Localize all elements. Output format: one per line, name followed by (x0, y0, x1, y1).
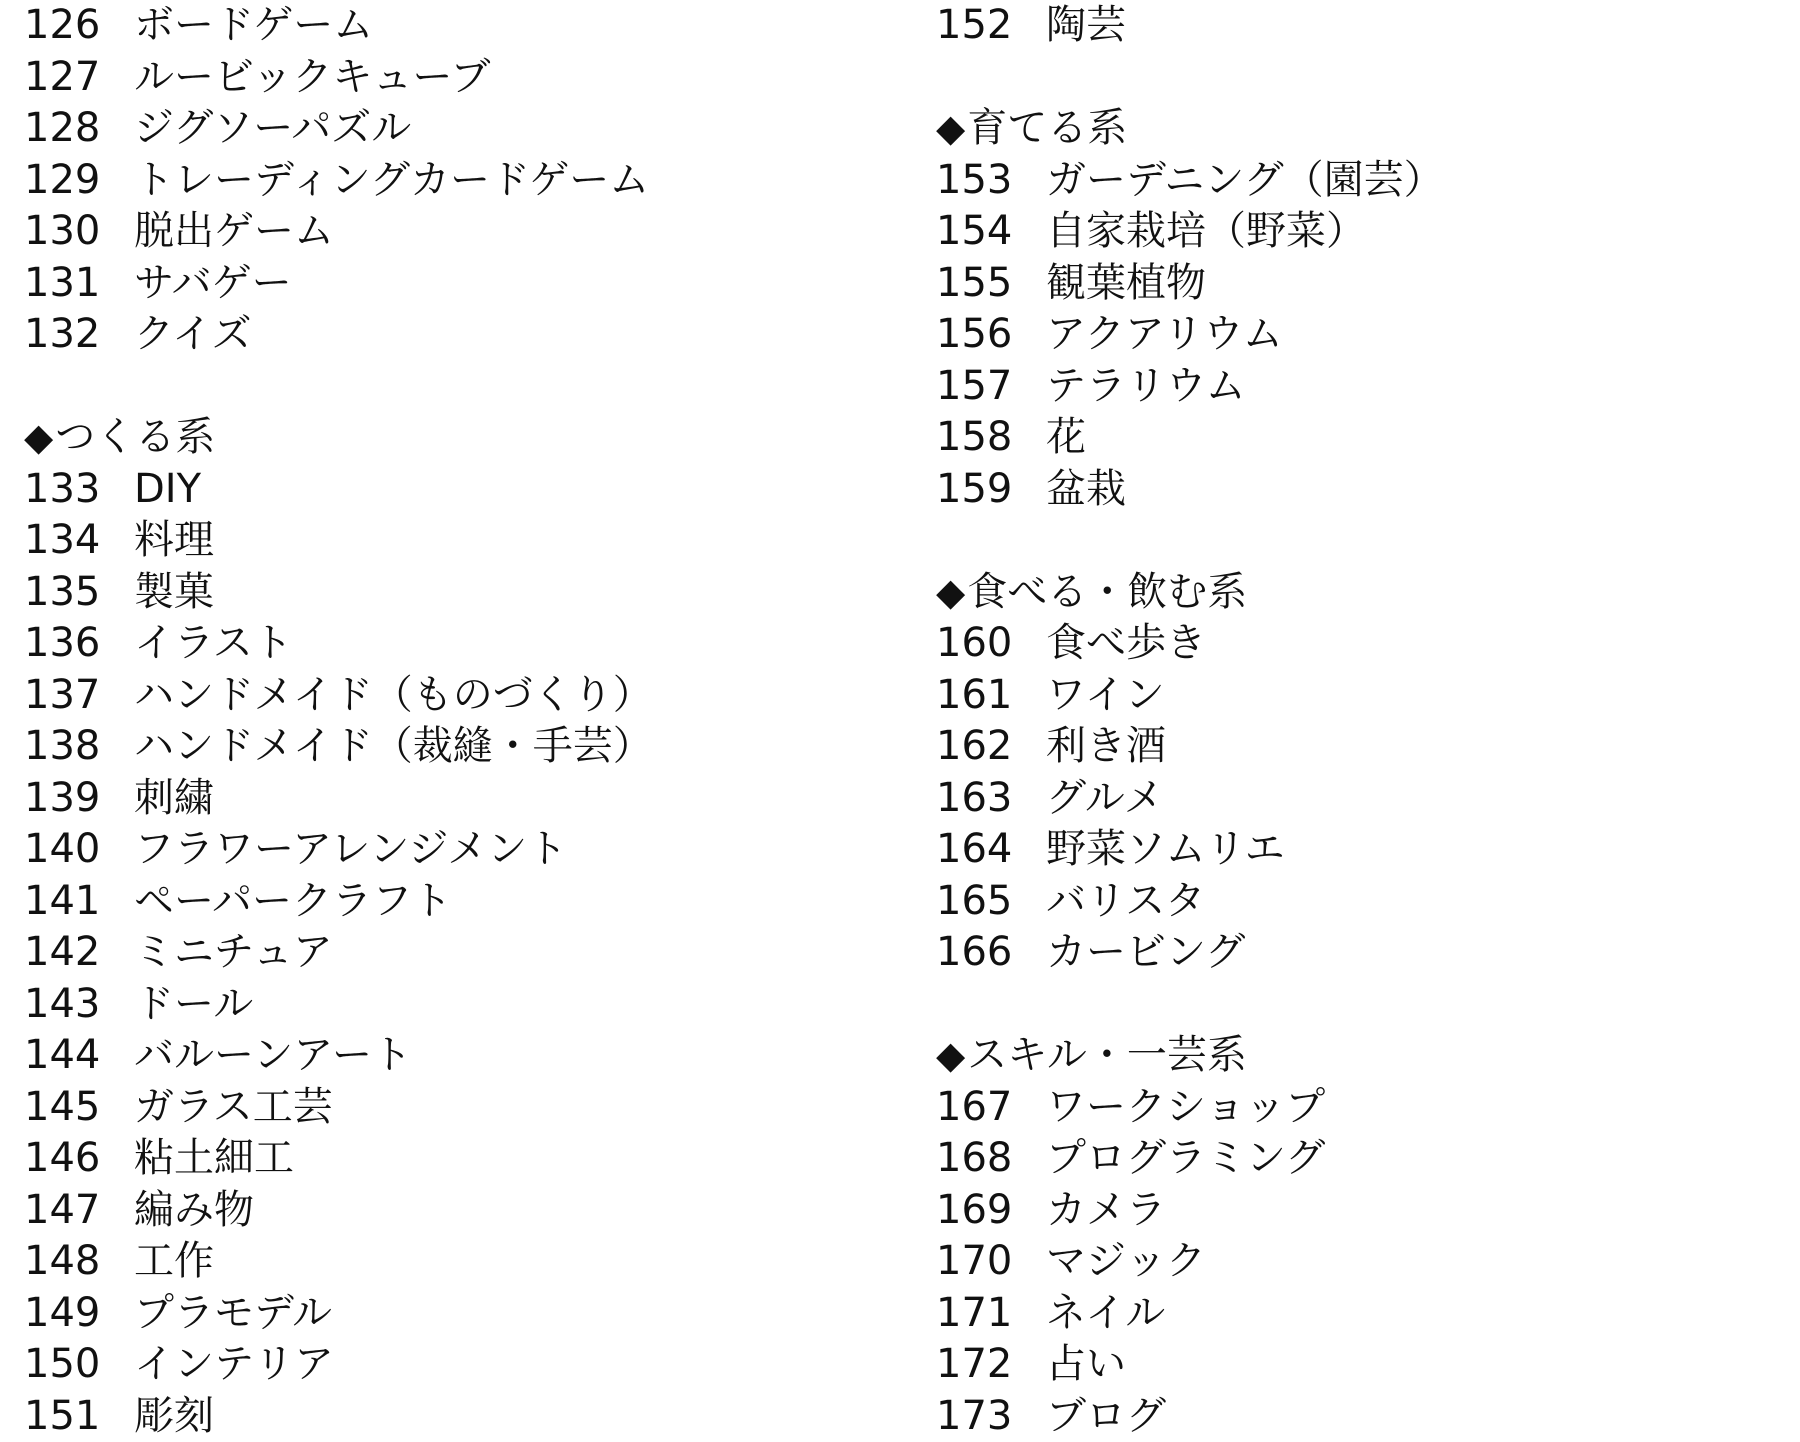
item-label: 利き酒 (1046, 721, 1166, 773)
list-item (24, 1133, 904, 1185)
item-label: 編み物 (134, 1185, 254, 1237)
item-label: ペーパークラフト (134, 876, 452, 928)
list-item (936, 206, 1776, 258)
item-label: グルメ (1046, 773, 1164, 825)
list-item (936, 824, 1776, 876)
list-item (936, 773, 1776, 825)
item-number: 132 (24, 309, 134, 361)
item-number: 128 (24, 103, 134, 155)
list-item (936, 1391, 1776, 1442)
item-label: ガーデニング（園芸） (1046, 155, 1444, 207)
list-item (24, 464, 904, 516)
list-item (936, 876, 1776, 928)
list-item (24, 515, 904, 567)
list-item (936, 670, 1776, 722)
item-label: イラスト (134, 618, 293, 670)
list-item (24, 206, 904, 258)
list-item (24, 1288, 904, 1340)
item-label: ネイル (1046, 1288, 1165, 1340)
list-item (936, 155, 1776, 207)
item-number: 161 (936, 670, 1046, 722)
item-number: 163 (936, 773, 1046, 825)
list-item (936, 361, 1776, 413)
list-item (24, 824, 904, 876)
item-number: 150 (24, 1339, 134, 1391)
item-label: クイズ (134, 309, 252, 361)
list-item (936, 309, 1776, 361)
list-item (936, 1236, 1776, 1288)
item-label: ハンドメイド（ものづくり） (134, 670, 653, 722)
item-number: 157 (936, 361, 1046, 413)
item-number: 159 (936, 464, 1046, 516)
spacer (936, 52, 1776, 104)
spacer (936, 515, 1776, 567)
section-heading-label: スキル・一芸系 (967, 1030, 1247, 1082)
list-item (24, 927, 904, 979)
item-number: 173 (936, 1391, 1046, 1442)
item-number: 164 (936, 824, 1046, 876)
item-label: 観葉植物 (1046, 258, 1206, 310)
item-number: 138 (24, 721, 134, 773)
left-column (24, 0, 904, 1442)
item-number: 126 (24, 0, 134, 52)
diamond-bullet-icon: ◆ (936, 567, 965, 619)
list-item (24, 1236, 904, 1288)
list-item (24, 1082, 904, 1134)
item-label: フラワーアレンジメント (134, 824, 567, 876)
item-number: 136 (24, 618, 134, 670)
section-heading-label: 食べる・飲む系 (967, 567, 1247, 619)
item-label: カービング (1046, 927, 1245, 979)
item-label: ワークショップ (1046, 1082, 1325, 1134)
item-number: 153 (936, 155, 1046, 207)
item-label: 粘土細工 (134, 1133, 294, 1185)
list-item (24, 567, 904, 619)
item-label: 料理 (134, 515, 214, 567)
list-item (24, 670, 904, 722)
list-item (936, 0, 1776, 52)
item-number: 155 (936, 258, 1046, 310)
list-item (936, 464, 1776, 516)
section-heading (936, 1030, 1776, 1082)
list-item (24, 1339, 904, 1391)
item-label: 盆栽 (1046, 464, 1126, 516)
item-number: 129 (24, 155, 134, 207)
item-number: 158 (936, 412, 1046, 464)
list-item (936, 258, 1776, 310)
item-number: 145 (24, 1082, 134, 1134)
item-label: 野菜ソムリエ (1046, 824, 1285, 876)
item-label: ワイン (1046, 670, 1165, 722)
list-item (24, 1030, 904, 1082)
item-label: ジグソーパズル (134, 103, 411, 155)
section-heading (24, 412, 904, 464)
list-item (24, 876, 904, 928)
item-number: 168 (936, 1133, 1046, 1185)
item-label: 陶芸 (1046, 0, 1126, 52)
section-heading-label: つくる系 (55, 412, 215, 464)
section-heading (936, 567, 1776, 619)
item-number: 133 (24, 464, 134, 516)
item-number: 141 (24, 876, 134, 928)
item-number: 152 (936, 0, 1046, 52)
list-item (936, 1288, 1776, 1340)
item-label: 脱出ゲーム (134, 206, 334, 258)
list-item (24, 103, 904, 155)
item-label: 自家栽培（野菜） (1046, 206, 1366, 258)
item-label: ボードゲーム (134, 0, 373, 52)
item-number: 130 (24, 206, 134, 258)
list-item (24, 258, 904, 310)
list-item (24, 1391, 904, 1442)
item-label: 製菓 (134, 567, 214, 619)
item-number: 151 (24, 1391, 134, 1442)
list-item (24, 773, 904, 825)
list-item (936, 1339, 1776, 1391)
item-label: カメラ (1046, 1185, 1166, 1237)
item-number: 169 (936, 1185, 1046, 1237)
list-item (936, 412, 1776, 464)
item-label: ドール (134, 979, 253, 1031)
diamond-bullet-icon: ◆ (936, 103, 965, 155)
item-number: 160 (936, 618, 1046, 670)
item-number: 167 (936, 1082, 1046, 1134)
section-heading (936, 103, 1776, 155)
item-number: 144 (24, 1030, 134, 1082)
list-item (24, 309, 904, 361)
spacer (936, 979, 1776, 1031)
list-item (936, 1082, 1776, 1134)
item-label: ハンドメイド（裁縫・手芸） (134, 721, 653, 773)
item-number: 166 (936, 927, 1046, 979)
item-label: サバゲー (134, 258, 292, 310)
item-number: 154 (936, 206, 1046, 258)
item-number: 143 (24, 979, 134, 1031)
item-label: トレーディングカードゲーム (134, 155, 649, 207)
item-number: 162 (936, 721, 1046, 773)
list-item (24, 52, 904, 104)
item-label: 花 (1046, 412, 1086, 464)
item-label: バルーンアート (134, 1030, 412, 1082)
item-label: 占い (1046, 1339, 1126, 1391)
right-column (936, 0, 1776, 1442)
item-number: 148 (24, 1236, 134, 1288)
section-heading-label: 育てる系 (967, 103, 1127, 155)
item-label: インテリア (134, 1339, 334, 1391)
item-number: 172 (936, 1339, 1046, 1391)
list-item (24, 721, 904, 773)
item-label: 食べ歩き (1046, 618, 1206, 670)
item-label: ブログ (1046, 1391, 1166, 1442)
list-item (24, 155, 904, 207)
item-number: 134 (24, 515, 134, 567)
spacer (24, 361, 904, 413)
item-label: テラリウム (1046, 361, 1246, 413)
item-number: 140 (24, 824, 134, 876)
list-item (24, 0, 904, 52)
item-number: 139 (24, 773, 134, 825)
list-item (24, 979, 904, 1031)
list-item (936, 1185, 1776, 1237)
item-number: 156 (936, 309, 1046, 361)
item-label: DIY (134, 464, 201, 516)
item-label: ミニチュア (134, 927, 333, 979)
list-item (936, 618, 1776, 670)
item-number: 165 (936, 876, 1046, 928)
item-label: ルービックキューブ (134, 52, 490, 104)
item-number: 127 (24, 52, 134, 104)
item-number: 137 (24, 670, 134, 722)
item-label: アクアリウム (1046, 309, 1283, 361)
item-number: 146 (24, 1133, 134, 1185)
item-label: 工作 (134, 1236, 214, 1288)
item-number: 147 (24, 1185, 134, 1237)
item-label: プラモデル (134, 1288, 332, 1340)
list-item (936, 927, 1776, 979)
item-number: 149 (24, 1288, 134, 1340)
item-label: ガラス工芸 (134, 1082, 333, 1134)
item-label: プログラミング (1046, 1133, 1325, 1185)
item-number: 135 (24, 567, 134, 619)
item-number: 170 (936, 1236, 1046, 1288)
item-label: マジック (1046, 1236, 1206, 1288)
list-item (936, 721, 1776, 773)
item-label: 刺繍 (134, 773, 214, 825)
list-item (24, 618, 904, 670)
diamond-bullet-icon: ◆ (24, 412, 53, 464)
item-number: 171 (936, 1288, 1046, 1340)
list-item (936, 1133, 1776, 1185)
item-label: 彫刻 (134, 1391, 214, 1442)
item-number: 131 (24, 258, 134, 310)
item-number: 142 (24, 927, 134, 979)
diamond-bullet-icon: ◆ (936, 1030, 965, 1082)
list-item (24, 1185, 904, 1237)
item-label: バリスタ (1046, 876, 1205, 928)
